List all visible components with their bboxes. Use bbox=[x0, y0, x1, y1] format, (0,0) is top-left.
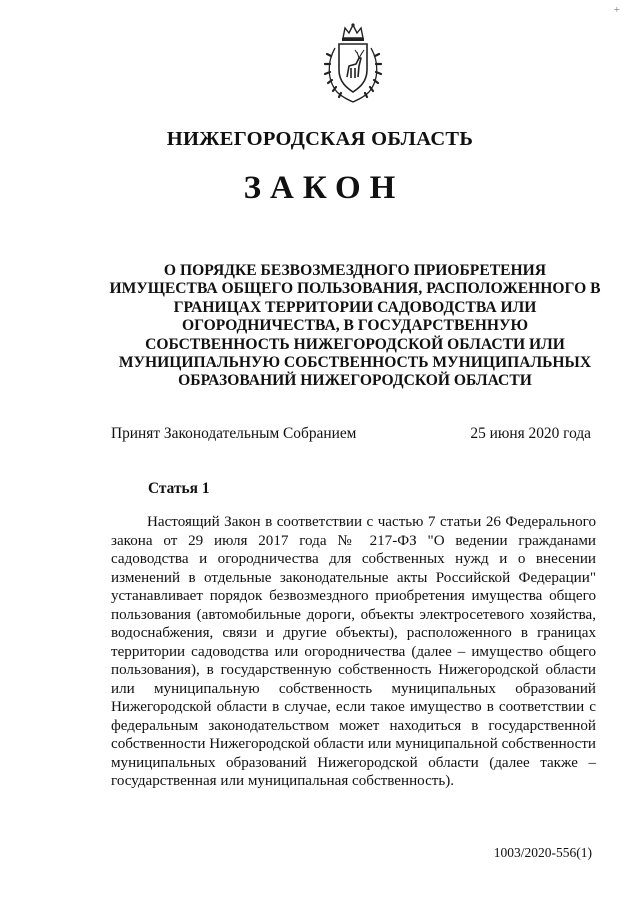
law-title: О ПОРЯДКЕ БЕЗВОЗМЕЗДНОГО ПРИОБРЕТЕНИЯ ИМУЩЕСТВА ОБЩЕГО ПОЛЬЗОВАНИЯ, РАСПОЛОЖЕННОГО В ГРАНИЦАХ ТЕРРИТОРИИ САДОВОДСТВА ИЛИ ОГОРОДНИЧЕСТВА, В ГОСУДАРСТВЕННУЮ СОБСТВЕННОСТЬ НИЖЕГОРОДСКОЙ ОБЛАСТИ ИЛИ МУНИЦИПАЛЬНУЮ СОБСТВЕННОСТЬ МУНИЦИПАЛЬНЫХ ОБРАЗОВАНИЙ НИЖЕГОРОДСКОЙ ОБЛАСТИ bbox=[109, 262, 601, 390]
coat-of-arms-icon bbox=[321, 22, 385, 104]
adoption-line bbox=[111, 425, 591, 443]
document-type: ЗАКОН bbox=[243, 170, 405, 206]
article-paragraph: Настоящий Закон в соответствии с частью 7 статьи 26 Федерального закона от 29 июля 2017 года № 217-ФЗ "О ведении гражданами садоводства и огородничества для собственных нужд и о внесении изменений в отдельные законодательные акты Российской Федерации" устанавливает порядок безвозмездного приобретения имущества общего пользования (автомобильные дороги, объекты электросетевого хозяйства, водоснабжения, связи и другие объекты), расположенного в границах территории садоводства или огородничества (далее – имущество общего пользования), в государственную собственность Нижегородской области или муниципальную собственность муниципальных образований Нижегородской области в случае, если такое имущество в соответствии с федеральным законодательством может находиться в государственной собственности Нижегородской области или муниципальной собственности муниципальных образований Нижегородской области (далее также – государственная или муниципальная собственность). bbox=[111, 514, 596, 789]
adoption-date: 25 июня 2020 года bbox=[470, 425, 591, 442]
document-number: 1003/2020-556(1) bbox=[493, 845, 592, 860]
adopting-body: Принят Законодательным Собранием bbox=[111, 425, 357, 442]
region-name: НИЖЕГОРОДСКАЯ ОБЛАСТЬ bbox=[166, 128, 474, 150]
article-heading: Статья 1 bbox=[148, 480, 210, 497]
article-body bbox=[111, 513, 596, 791]
corner-mark: + bbox=[613, 4, 620, 16]
